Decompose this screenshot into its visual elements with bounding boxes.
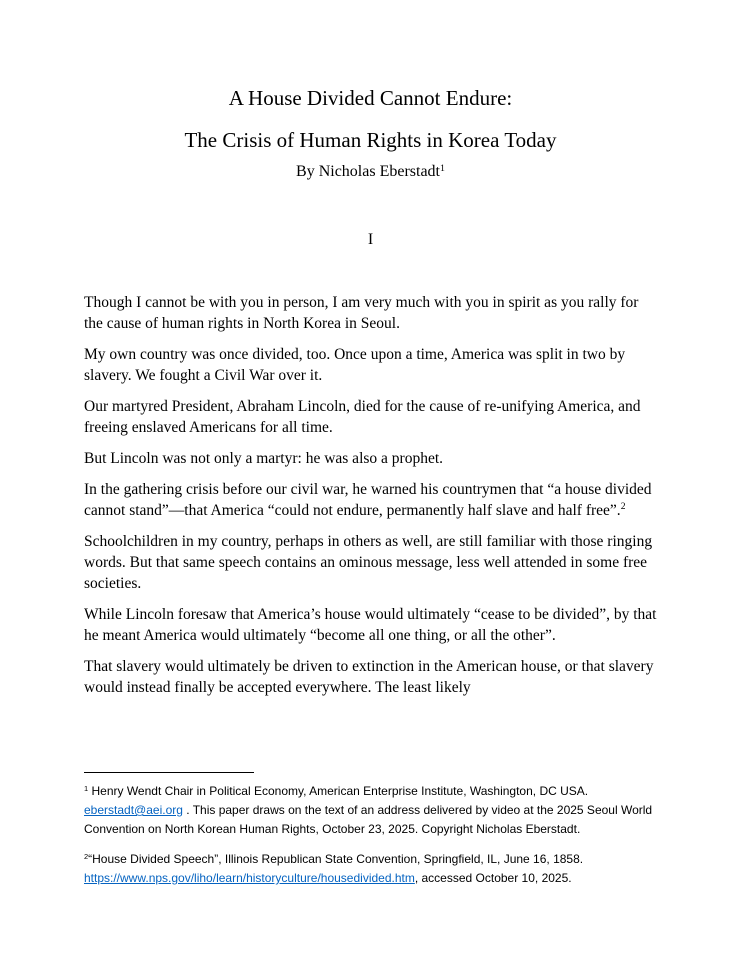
paragraph: That slavery would ultimately be driven to extinction in the American house, or that slavery would instead finally be accepted everywhere. The least likely <box>84 657 654 696</box>
byline-text: By Nicholas Eberstadt <box>296 163 440 181</box>
paragraph: In the gathering crisis before our civil war, he warned his countrymen that “a house divided cannot stand”—that America “could not endure, permanently half slave and half free”.$^2$ <box>84 480 652 519</box>
byline <box>84 162 657 181</box>
body-paragraphs <box>84 292 657 698</box>
paragraph: Our martyred President, Abraham Lincoln, died for the cause of re-unifying America, and freeing enslaved Americans for all time. <box>84 397 641 436</box>
paragraph: While Lincoln foresaw that America’s house would ultimately “cease to be divided”, by that he meant America would ultimately “become all one thing, or all the other”. <box>84 605 657 644</box>
footnote-marker: 1 <box>84 783 89 793</box>
paragraph: But Lincoln was not only a martyr: he was also a prophet. <box>84 449 444 467</box>
footnote-separator <box>84 772 254 773</box>
section-heading: I <box>367 230 374 248</box>
document-title-line2: The Crisis of Human Rights in Korea Today <box>184 128 557 153</box>
paragraph: My own country was once divided, too. Once upon a time, America was split in two by slavery. We fought a Civil War over it. <box>84 345 626 384</box>
paragraph: Schoolchildren in my country, perhaps in others as well, are still familiar with those ringing words. But that same speech contains an ominous message, less well attended in some free societies. <box>84 532 653 592</box>
footnote: $^1$ Henry Wendt Chair in Political Economy, American Enterprise Institute, Washington, DC USA. eberstadt@aei.org . This paper draws on the text of an address delivered by video at the 2025 Seoul World Convention on North Korean Human Rights, October 23, 2025. Copyright Nicholas Eberstadt. <box>84 783 653 836</box>
footnote-area <box>84 772 671 899</box>
document-title-line1: A House Divided Cannot Endure: <box>228 86 513 110</box>
document-title <box>84 86 657 153</box>
byline-footnote-ref: 1 <box>440 162 445 174</box>
footnote-marker: 2 <box>84 851 89 861</box>
footnote-link[interactable]: https://www.nps.gov/liho/learn/historyculture/housedivided.htm <box>84 871 415 885</box>
footnote-list <box>84 782 671 888</box>
paragraph: Though I cannot be with you in person, I am very much with you in spirit as you rally for the cause of human rights in North Korea in Seoul. <box>84 293 639 332</box>
footnote-link[interactable]: eberstadt@aei.org <box>84 803 183 817</box>
footnote-ref: 2 <box>620 501 626 513</box>
footnote: $^2$“House Divided Speech”, Illinois Republican State Convention, Springfield, IL, June 16, 1858. https://www.nps.gov/liho/learn/historyculture/housedivided.htm, accessed October 10, 2025. <box>84 851 584 885</box>
